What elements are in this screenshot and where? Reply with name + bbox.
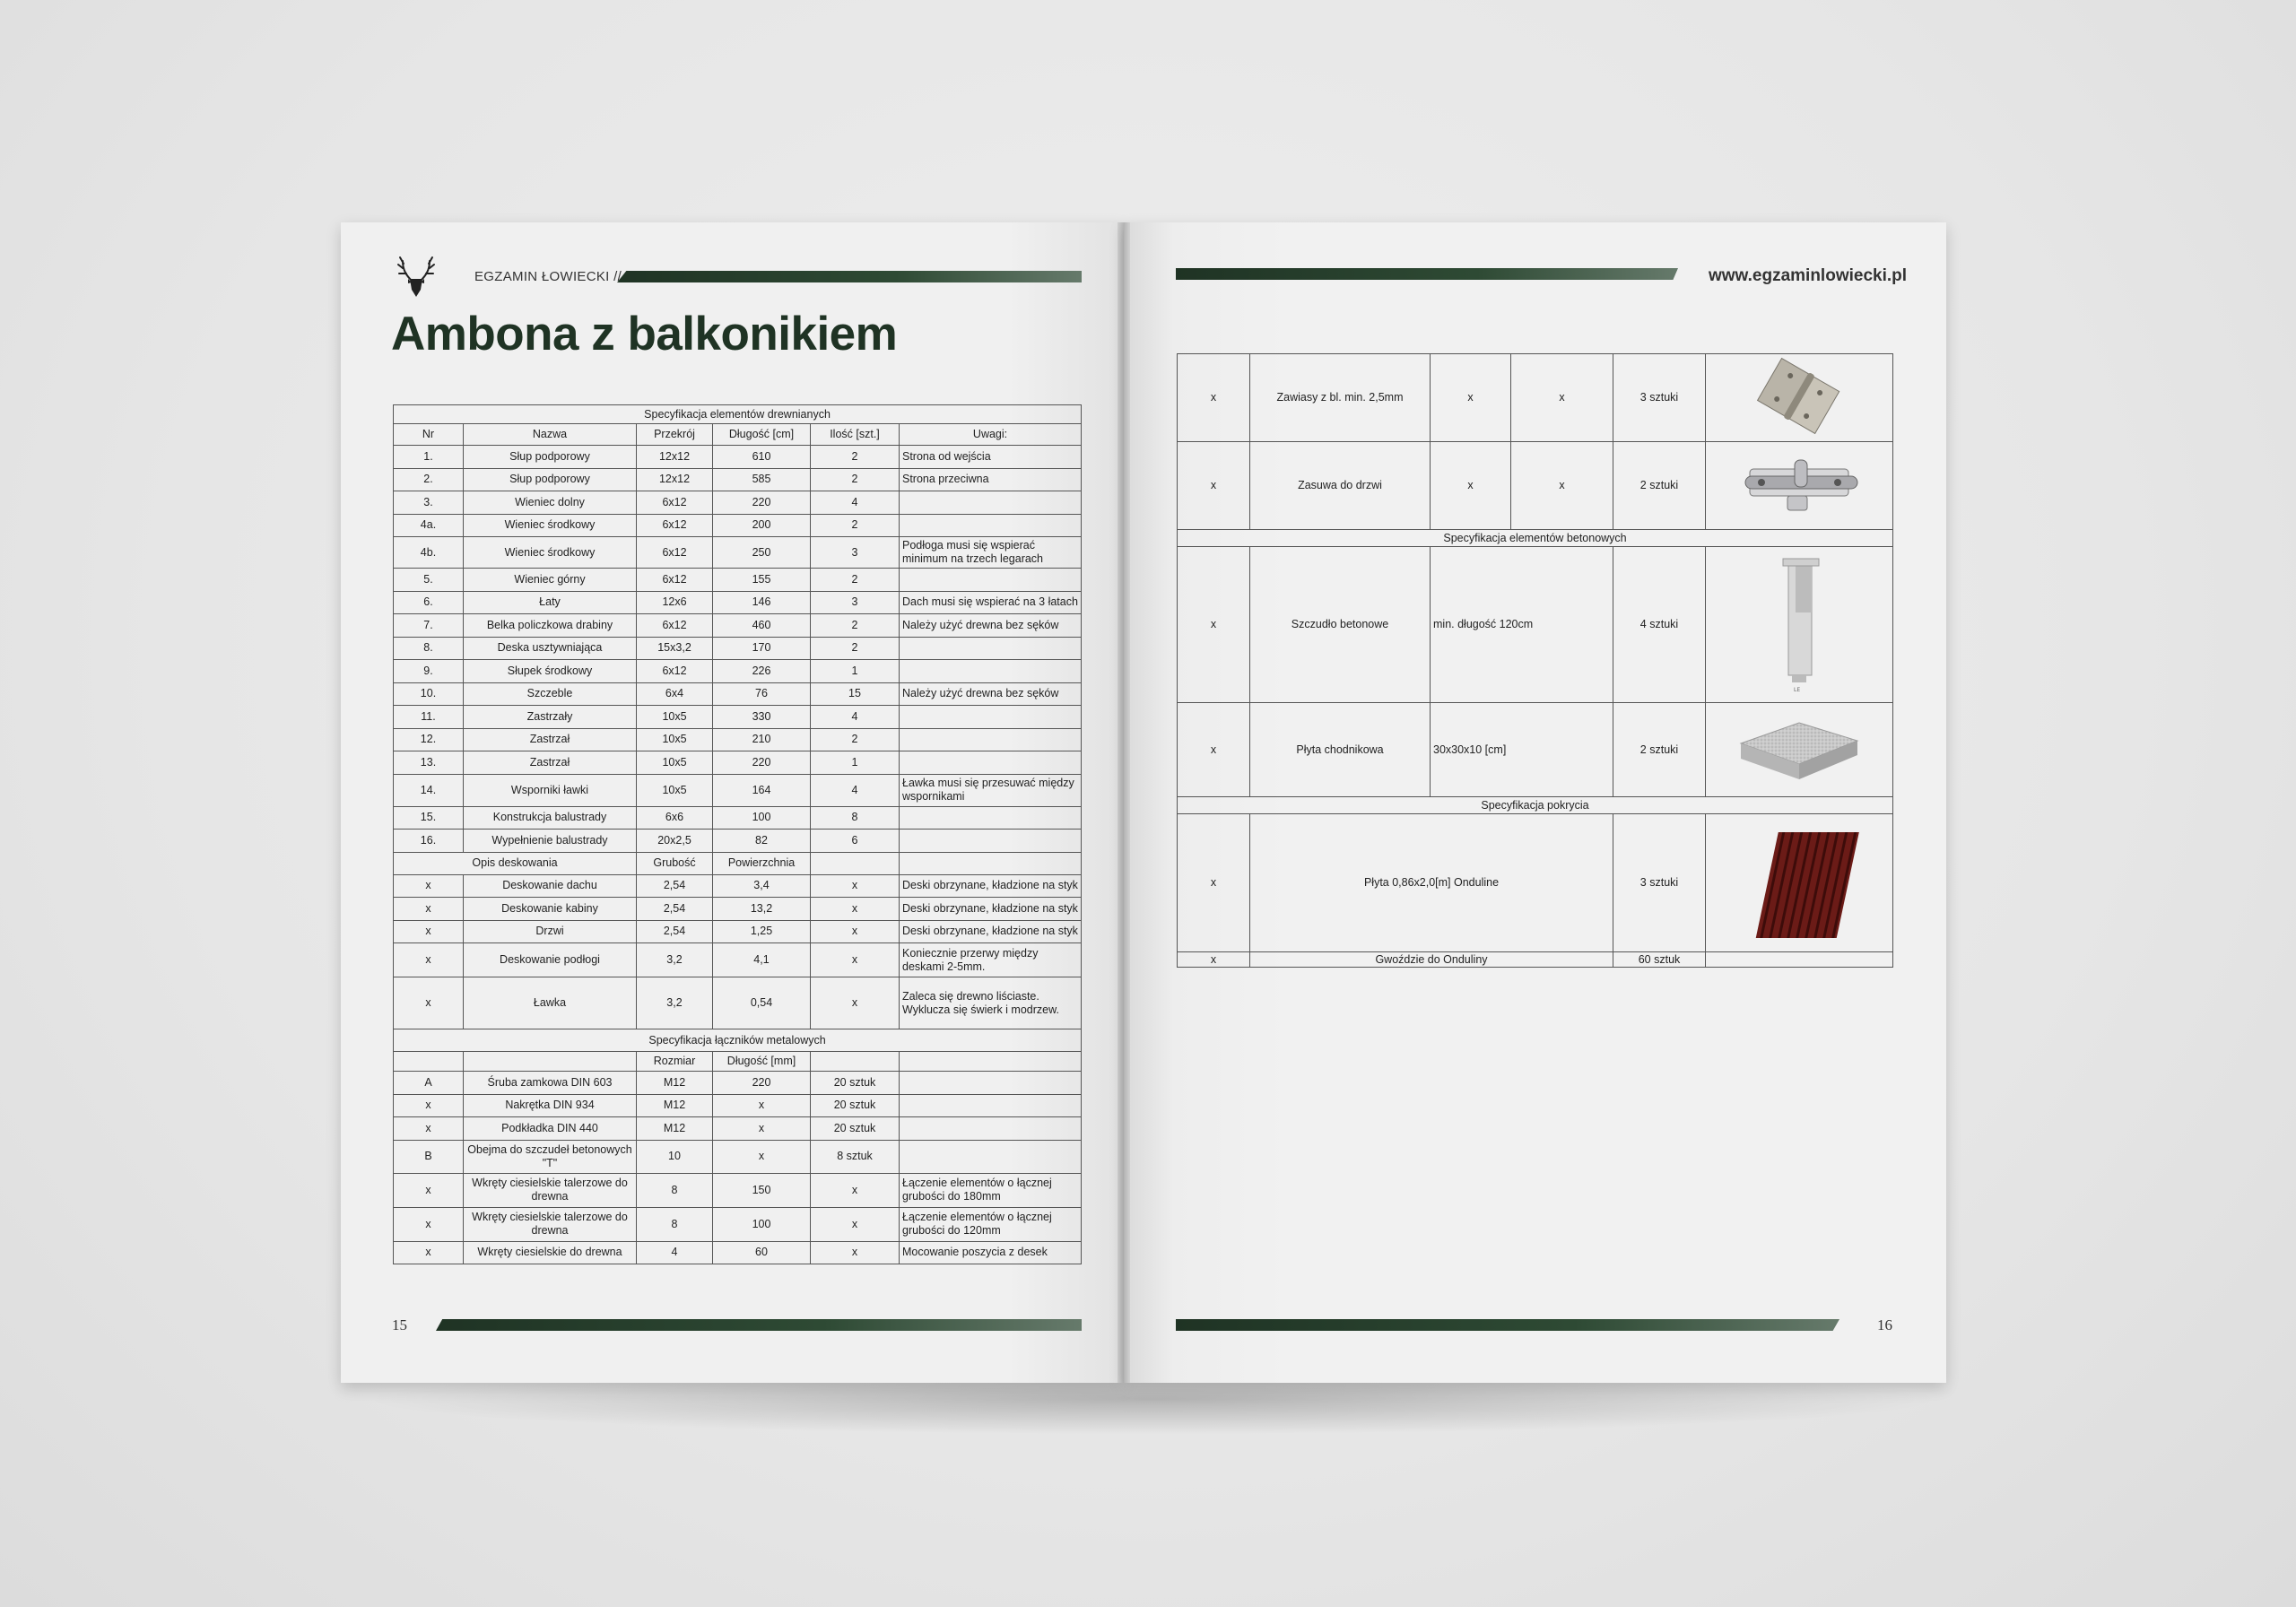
svg-text:LE: LE	[1794, 686, 1801, 693]
table-cell: Szczeble	[464, 682, 637, 706]
page-title: Ambona z balkonikiem	[391, 308, 898, 360]
table-cell: 2 sztuki	[1613, 703, 1706, 797]
table-cell: 10x5	[637, 728, 713, 751]
table-cell: 3.	[394, 491, 464, 515]
table-row	[1178, 814, 1893, 952]
table-cell: x	[394, 1094, 464, 1117]
table-cell: 12x12	[637, 468, 713, 491]
table-cell: 330	[713, 706, 811, 729]
table-cell: Płyta 0,86x2,0[m] Onduline	[1250, 814, 1613, 952]
concrete-stilt-image	[1706, 547, 1893, 703]
table-cell: 16.	[394, 830, 464, 853]
table-row	[394, 898, 1082, 921]
column-header: Długość [cm]	[713, 424, 811, 446]
table-cell: Zastrzał	[464, 728, 637, 751]
table-cell: 146	[713, 591, 811, 614]
column-header: Rozmiar	[637, 1052, 713, 1072]
column-header: Nr	[394, 424, 464, 446]
table-cell: 8.	[394, 637, 464, 660]
table-cell: 220	[713, 491, 811, 515]
table-row	[394, 943, 1082, 977]
onduline-sheet-image	[1706, 814, 1893, 952]
table-cell: 1	[811, 660, 900, 683]
table-cell: Wypełnienie balustrady	[464, 830, 637, 853]
table-cell: 0,54	[713, 977, 811, 1029]
table-row	[394, 1173, 1082, 1207]
table-cell: M12	[637, 1072, 713, 1095]
table-cell: 76	[713, 682, 811, 706]
table-row	[394, 514, 1082, 537]
table-cell	[900, 728, 1082, 751]
table-cell: Zawiasy z bl. min. 2,5mm	[1250, 354, 1431, 442]
table-cell: Dach musi się wspierać na 3 łatach	[900, 591, 1082, 614]
table-row	[394, 1241, 1082, 1264]
table-cell: 6x12	[637, 614, 713, 638]
table-cell: Belka policzkowa drabiny	[464, 614, 637, 638]
table-cell: Podkładka DIN 440	[464, 1117, 637, 1141]
table-cell: 6	[811, 830, 900, 853]
table-row	[394, 874, 1082, 898]
table-row	[1178, 952, 1893, 968]
table-cell: 15x3,2	[637, 637, 713, 660]
table-cell: 12x12	[637, 446, 713, 469]
table-cell: Obejma do szczudeł betonowych "T"	[464, 1140, 637, 1173]
table-cell: Deski obrzynane, kładzione na styk	[900, 920, 1082, 943]
table-cell: Łączenie elementów o łącznej grubości do 180mm	[900, 1173, 1082, 1207]
section-title: Specyfikacja łączników metalowych	[394, 1029, 1082, 1052]
table-cell: 14.	[394, 774, 464, 806]
table-cell: Ławka	[464, 977, 637, 1029]
paving-slab-image	[1706, 703, 1893, 797]
table-cell	[464, 1052, 637, 1072]
table-cell	[900, 637, 1082, 660]
table-row	[394, 830, 1082, 853]
table-cell	[900, 806, 1082, 830]
table-cell: 4,1	[713, 943, 811, 977]
table-cell: 4	[811, 706, 900, 729]
column-header: Grubość	[637, 852, 713, 874]
table-cell: 2	[811, 446, 900, 469]
website-url: www.egzaminlowiecki.pl	[1709, 266, 1908, 285]
table-cell: 10x5	[637, 774, 713, 806]
table-row	[394, 751, 1082, 775]
table-cell: 11.	[394, 706, 464, 729]
deer-logo-icon	[396, 254, 437, 299]
section-title: Specyfikacja pokrycia	[1178, 797, 1893, 814]
column-header: Powierzchnia	[713, 852, 811, 874]
table-cell: Należy użyć drewna bez sęków	[900, 682, 1082, 706]
table-row	[394, 1140, 1082, 1173]
table-cell: 4 sztuki	[1613, 547, 1706, 703]
table-cell: Wkręty ciesielskie do drewna	[464, 1241, 637, 1264]
table-cell: x	[1431, 442, 1511, 530]
table-cell: 30x30x10 [cm]	[1431, 703, 1613, 797]
table-row	[394, 682, 1082, 706]
table-cell: 3,4	[713, 874, 811, 898]
column-header: Opis deskowania	[394, 852, 637, 874]
table-cell: 610	[713, 446, 811, 469]
table-cell: x	[811, 977, 900, 1029]
table-cell	[900, 1117, 1082, 1141]
hinge-image	[1706, 354, 1893, 442]
table-cell	[900, 514, 1082, 537]
table-cell: 4	[811, 774, 900, 806]
section-row	[394, 1029, 1082, 1052]
table-row	[394, 660, 1082, 683]
header-row	[394, 1052, 1082, 1072]
table-cell: Koniecznie przerwy między deskami 2-5mm.	[900, 943, 1082, 977]
table-cell: 13,2	[713, 898, 811, 921]
table-cell	[811, 1052, 900, 1072]
table-row	[394, 468, 1082, 491]
table-cell: 4	[811, 491, 900, 515]
table-cell: Wsporniki ławki	[464, 774, 637, 806]
page-number-left: 15	[392, 1316, 407, 1333]
table-cell: M12	[637, 1094, 713, 1117]
table-cell: 2	[811, 468, 900, 491]
table-row	[394, 537, 1082, 569]
table-row	[394, 806, 1082, 830]
section-title: Specyfikacja elementów drewnianych	[394, 405, 1082, 424]
table-row	[394, 591, 1082, 614]
table-cell: Deskowanie kabiny	[464, 898, 637, 921]
table-cell: 2	[811, 514, 900, 537]
table-cell: x	[1178, 952, 1250, 968]
table-row	[394, 614, 1082, 638]
table-cell: Wieniec górny	[464, 569, 637, 592]
table-cell: M12	[637, 1117, 713, 1141]
table-cell: 12x6	[637, 591, 713, 614]
table-row	[394, 728, 1082, 751]
table-cell: Ławka musi się przesuwać między wspornikami	[900, 774, 1082, 806]
table-cell: Deska usztywniająca	[464, 637, 637, 660]
table-cell: 3	[811, 591, 900, 614]
table-cell	[900, 852, 1082, 874]
table-row	[394, 1117, 1082, 1141]
table-cell: Szczudło betonowe	[1250, 547, 1431, 703]
table-cell: Zastrzał	[464, 751, 637, 775]
table-row	[394, 569, 1082, 592]
table-row	[394, 446, 1082, 469]
table-cell: 3 sztuki	[1613, 814, 1706, 952]
table-cell: Deskowanie dachu	[464, 874, 637, 898]
book-spine	[1118, 222, 1130, 1383]
table-cell: 150	[713, 1173, 811, 1207]
table-cell: 10.	[394, 682, 464, 706]
table-cell: 6x6	[637, 806, 713, 830]
table-cell: 226	[713, 660, 811, 683]
column-header: Ilość [szt.]	[811, 424, 900, 446]
table-cell: 20x2,5	[637, 830, 713, 853]
table-cell: 6x12	[637, 569, 713, 592]
footer-bar-right	[1176, 1319, 1839, 1331]
right-spec-table	[1177, 353, 1893, 968]
table-cell: 4b.	[394, 537, 464, 569]
table-cell: 200	[713, 514, 811, 537]
table-cell: 460	[713, 614, 811, 638]
table-cell: x	[1178, 703, 1250, 797]
table-cell: x	[394, 898, 464, 921]
column-header: Nazwa	[464, 424, 637, 446]
section-row	[1178, 797, 1893, 814]
table-cell: x	[811, 898, 900, 921]
table-cell: 10x5	[637, 706, 713, 729]
table-cell: Nakrętka DIN 934	[464, 1094, 637, 1117]
table-cell: 7.	[394, 614, 464, 638]
table-row	[1178, 354, 1893, 442]
table-cell	[900, 706, 1082, 729]
table-row	[1178, 442, 1893, 530]
section-row	[1178, 530, 1893, 547]
table-cell: 2	[811, 614, 900, 638]
table-row	[394, 1094, 1082, 1117]
table-cell: x	[1178, 814, 1250, 952]
table-row	[394, 706, 1082, 729]
table-cell: x	[394, 920, 464, 943]
table-cell: 8	[811, 806, 900, 830]
table-cell: Wkręty ciesielskie talerzowe do drewna	[464, 1207, 637, 1241]
table-cell: x	[811, 1207, 900, 1241]
table-cell: 3,2	[637, 943, 713, 977]
table-cell: x	[394, 977, 464, 1029]
table-cell: 12.	[394, 728, 464, 751]
table-cell: 9.	[394, 660, 464, 683]
table-cell: x	[1511, 354, 1613, 442]
table-cell	[900, 1140, 1082, 1173]
table-cell: Deskowanie podłogi	[464, 943, 637, 977]
table-cell: Gwoździe do Onduliny	[1250, 952, 1613, 968]
table-cell: 4	[637, 1241, 713, 1264]
table-cell: 3 sztuki	[1613, 354, 1706, 442]
table-cell: x	[811, 943, 900, 977]
section-row	[394, 405, 1082, 424]
header-label: EGZAMIN ŁOWIECKI //	[474, 269, 622, 284]
table-cell: 20 sztuk	[811, 1094, 900, 1117]
table-row	[394, 774, 1082, 806]
table-cell: Strona od wejścia	[900, 446, 1082, 469]
table-cell: 2,54	[637, 920, 713, 943]
table-cell: 10	[637, 1140, 713, 1173]
table-cell: 2	[811, 728, 900, 751]
table-cell: Śruba zamkowa DIN 603	[464, 1072, 637, 1095]
table-cell: 250	[713, 537, 811, 569]
table-cell: x	[811, 874, 900, 898]
table-cell: x	[394, 1241, 464, 1264]
section-title: Specyfikacja elementów betonowych	[1178, 530, 1893, 547]
table-cell: x	[1178, 442, 1250, 530]
column-header: Przekrój	[637, 424, 713, 446]
table-cell: 6x12	[637, 514, 713, 537]
column-header: Uwagi:	[900, 424, 1082, 446]
table-cell: Słup podporowy	[464, 446, 637, 469]
table-cell: Należy użyć drewna bez sęków	[900, 614, 1082, 638]
table-cell: 60 sztuk	[1613, 952, 1706, 968]
table-cell: 155	[713, 569, 811, 592]
table-row	[394, 1072, 1082, 1095]
table-cell	[900, 660, 1082, 683]
table-cell: 2	[811, 569, 900, 592]
column-header: Długość [mm]	[713, 1052, 811, 1072]
table-cell: x	[811, 1241, 900, 1264]
table-row	[394, 920, 1082, 943]
table-cell: x	[394, 943, 464, 977]
table-cell: 100	[713, 806, 811, 830]
table-cell: 6x12	[637, 537, 713, 569]
table-cell: Konstrukcja balustrady	[464, 806, 637, 830]
table-row	[1178, 703, 1893, 797]
table-cell: x	[713, 1140, 811, 1173]
table-cell: 220	[713, 751, 811, 775]
table-cell: Płyta chodnikowa	[1250, 703, 1431, 797]
table-cell: Zastrzały	[464, 706, 637, 729]
table-cell: Deski obrzynane, kładzione na styk	[900, 898, 1082, 921]
table-cell: 3,2	[637, 977, 713, 1029]
table-cell: Wieniec środkowy	[464, 537, 637, 569]
table-cell: 4a.	[394, 514, 464, 537]
table-cell: Mocowanie poszycia z desek	[900, 1241, 1082, 1264]
table-cell: 15.	[394, 806, 464, 830]
table-cell: 8	[637, 1207, 713, 1241]
table-row	[1178, 547, 1893, 703]
table-cell: 6x4	[637, 682, 713, 706]
table-cell: x	[1431, 354, 1511, 442]
table-cell: x	[1178, 354, 1250, 442]
table-cell: 6.	[394, 591, 464, 614]
table-cell: x	[1178, 547, 1250, 703]
page-number-right: 16	[1877, 1316, 1892, 1333]
header-bar-right	[1176, 268, 1678, 280]
table-cell: 164	[713, 774, 811, 806]
table-cell: Wieniec środkowy	[464, 514, 637, 537]
table-cell: Wkręty ciesielskie talerzowe do drewna	[464, 1173, 637, 1207]
table-cell: 2,54	[637, 874, 713, 898]
table-cell: 2 sztuki	[1613, 442, 1706, 530]
table-cell: 82	[713, 830, 811, 853]
table-cell: 1	[811, 751, 900, 775]
table-cell: Podłoga musi się wspierać minimum na trzech legarach	[900, 537, 1082, 569]
table-cell: 585	[713, 468, 811, 491]
table-cell	[811, 852, 900, 874]
table-cell	[900, 751, 1082, 775]
table-cell: 8 sztuk	[811, 1140, 900, 1173]
table-cell	[900, 1052, 1082, 1072]
table-cell: 2	[811, 637, 900, 660]
table-cell	[394, 1052, 464, 1072]
table-cell: x	[394, 1173, 464, 1207]
table-cell: Drzwi	[464, 920, 637, 943]
table-cell: 1,25	[713, 920, 811, 943]
table-cell: Deski obrzynane, kładzione na styk	[900, 874, 1082, 898]
table-cell	[1706, 952, 1893, 968]
table-cell: 20 sztuk	[811, 1117, 900, 1141]
table-cell: 10x5	[637, 751, 713, 775]
door-bolt-image	[1706, 442, 1893, 530]
table-cell: B	[394, 1140, 464, 1173]
table-cell	[900, 1072, 1082, 1095]
table-cell: min. długość 120cm	[1431, 547, 1613, 703]
table-row	[394, 977, 1082, 1029]
wood-spec-table	[393, 404, 1082, 1264]
table-cell: Łaty	[464, 591, 637, 614]
table-cell: x	[811, 920, 900, 943]
table-cell: 5.	[394, 569, 464, 592]
table-cell: 170	[713, 637, 811, 660]
table-cell: 210	[713, 728, 811, 751]
table-cell: 15	[811, 682, 900, 706]
table-cell: Łączenie elementów o łącznej grubości do 120mm	[900, 1207, 1082, 1241]
table-cell: 100	[713, 1207, 811, 1241]
table-cell	[900, 830, 1082, 853]
table-cell: Strona przeciwna	[900, 468, 1082, 491]
table-cell: 8	[637, 1173, 713, 1207]
table-cell: A	[394, 1072, 464, 1095]
table-row	[394, 1207, 1082, 1241]
table-cell: 1.	[394, 446, 464, 469]
header-row	[394, 424, 1082, 446]
table-cell: x	[1511, 442, 1613, 530]
table-row	[394, 637, 1082, 660]
table-cell: x	[394, 1117, 464, 1141]
table-cell: x	[394, 874, 464, 898]
table-cell: Słup podporowy	[464, 468, 637, 491]
table-cell: x	[811, 1173, 900, 1207]
table-cell: 2.	[394, 468, 464, 491]
table-cell: 220	[713, 1072, 811, 1095]
table-cell: 6x12	[637, 491, 713, 515]
table-cell: 20 sztuk	[811, 1072, 900, 1095]
table-cell: 13.	[394, 751, 464, 775]
table-cell: Słupek środkowy	[464, 660, 637, 683]
table-cell	[900, 569, 1082, 592]
table-cell: 6x12	[637, 660, 713, 683]
table-cell: 2,54	[637, 898, 713, 921]
table-cell	[900, 1094, 1082, 1117]
table-cell: Zaleca się drewno liściaste. Wyklucza się świerk i modrzew.	[900, 977, 1082, 1029]
footer-bar-left	[436, 1319, 1082, 1331]
table-row	[394, 491, 1082, 515]
table-cell: x	[713, 1117, 811, 1141]
header-row	[394, 852, 1082, 874]
table-cell: Zasuwa do drzwi	[1250, 442, 1431, 530]
header-bar-left	[617, 271, 1082, 282]
table-cell	[900, 491, 1082, 515]
table-cell: 3	[811, 537, 900, 569]
table-cell: Wieniec dolny	[464, 491, 637, 515]
table-cell: x	[713, 1094, 811, 1117]
table-cell: x	[394, 1207, 464, 1241]
table-cell: 60	[713, 1241, 811, 1264]
